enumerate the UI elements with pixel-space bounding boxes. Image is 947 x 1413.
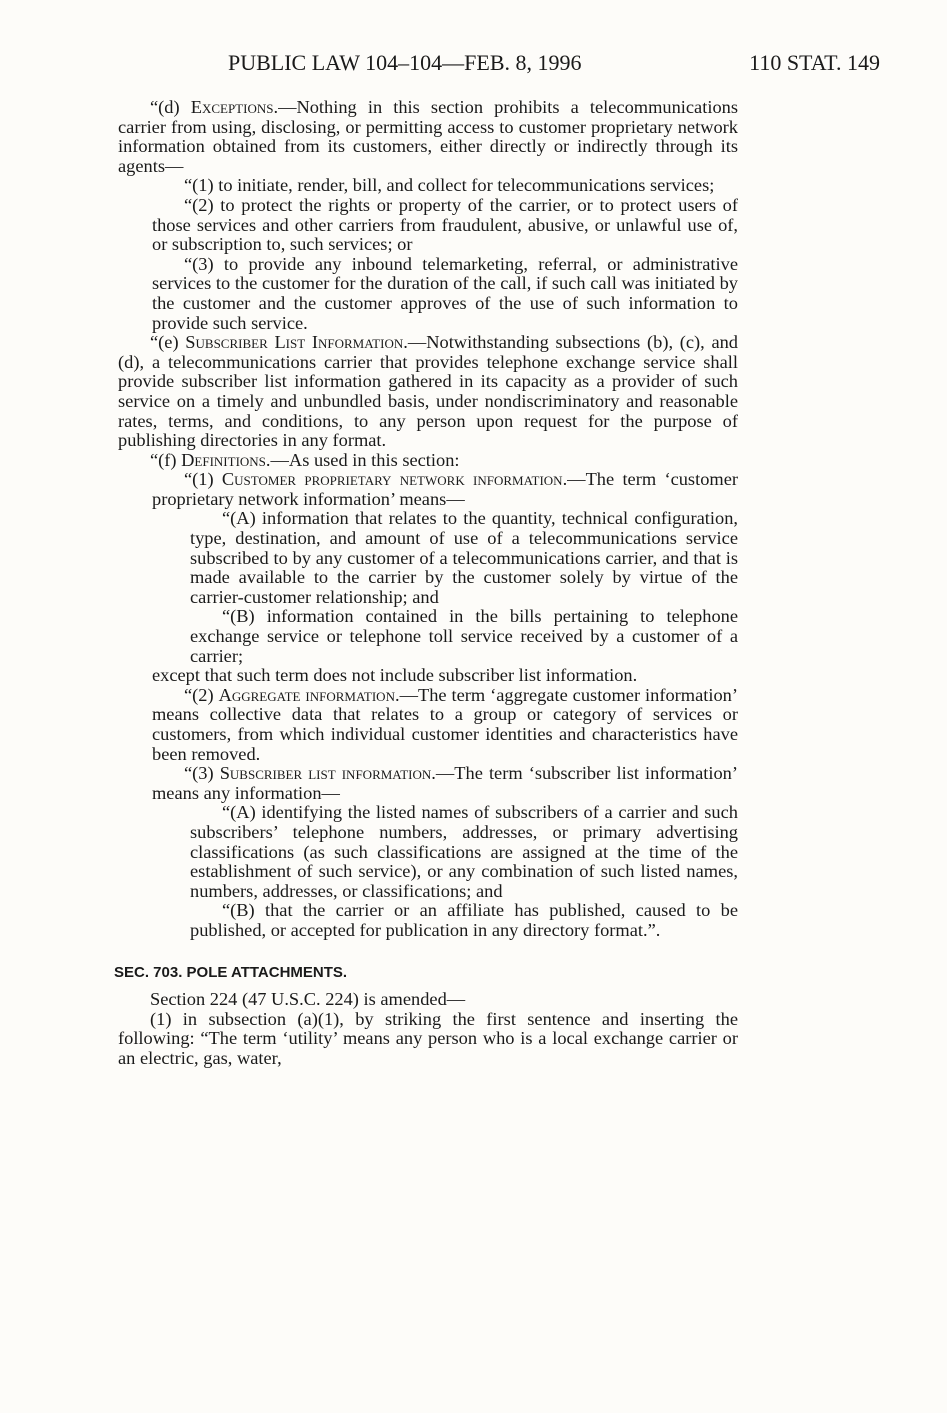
page-number: 110 STAT. 149 [749,50,880,75]
paragraph-e: “(e) Subscriber List Information.—Notwithstanding subsections (b), (c), and (d), a telecommunications carrier that provides telephone exchange service shall provide subscriber list information gathered in its capacity as a provider of such service on a timely and unbundled basis, under nondiscriminatory and reasonable rates, terms, and conditions, to any person upon request for the purpose of publishing directories in any format. [118,332,738,451]
heading-aggregate-information: Aggregate information [218,684,395,705]
paragraph-d2: “(2) to protect the rights or property of the carrier, or to protect users of those services and other carriers from fraudulent, abusive, or unlawful use of, or subscription to, such services; or [152,194,738,255]
paragraph-f: “(f) Definitions.—As used in this section: [150,449,460,470]
paragraph-d: “(d) Exceptions.—Nothing in this section prohibits a telecommunications carrier from using, disclosing, or permitting access to customer proprietary network information obtained from its customers, either directly or indirectly through its agents— [118,97,738,176]
paragraph-f1-except: except that such term does not include subscriber list information. [152,665,638,686]
paragraph-f1B: “(B) information contained in the bills pertaining to telephone exchange service or telephone toll service received by a customer of a carrier; [190,606,738,666]
paragraph-f2: “(2) Aggregate information.—The term ‘aggregate customer information’ means collective data that relates to a group or category of services or customers, from which individual customer identities and characteristics have been removed. [152,684,738,764]
heading-subscriber-list-information-def: Subscriber list information [219,763,432,784]
heading-exceptions: Exceptions [190,97,274,117]
section-item-1: (1) in subsection (a)(1), by striking the first sentence and inserting the following: “The term ‘utility’ means any person who is a local exchange carrier or an electric, gas, water, [118,1008,738,1068]
heading-definitions: Definitions [181,449,266,470]
section-intro: Section 224 (47 U.S.C. 224) is amended— [150,989,466,1010]
paragraph-f1A: “(A) information that relates to the quantity, technical configuration, type, destination, and amount of use of a telecommunications service subscribed to by any customer of a telecommunications carrier, and that is made available to the carrier by the customer solely by virtue of the carrier-customer relationship; and [190,508,738,607]
running-head: PUBLIC LAW 104–104—FEB. 8, 1996 [228,50,582,75]
paragraph-d1: “(1) to initiate, render, bill, and collect for telecommunications services; [184,175,715,196]
paragraph-d3: “(3) to provide any inbound telemarketing, referral, or administrative services to the customer for the duration of the call, if such call was initiated by the customer and the customer approves of the use of such information to provide such service. [152,253,738,333]
page-header [228,50,880,82]
section-heading: SEC. 703. POLE ATTACHMENTS. [114,963,348,981]
paragraph-f1: “(1) Customer proprietary network information.—The term ‘customer proprietary network information’ means— [152,469,738,509]
paragraph-f3B: “(B) that the carrier or an affiliate has published, caused to be published, or accepted for publication in any directory format.”. [190,900,738,940]
paragraph-f3: “(3) Subscriber list information.—The term ‘subscriber list information’ means any information— [152,763,738,803]
paragraph-f3A: “(A) identifying the listed names of subscribers of a carrier and such subscribers’ telephone numbers, addresses, or primary advertising classifications (as such classifications are assigned at the time of the establishment of such service), or any combination of such listed names, numbers, addresses, or classifications; and [190,802,738,901]
heading-cpni: Customer proprietary network information [221,469,563,490]
document-body [114,97,738,1069]
heading-subscriber-list-information: Subscriber List Information [185,332,404,353]
